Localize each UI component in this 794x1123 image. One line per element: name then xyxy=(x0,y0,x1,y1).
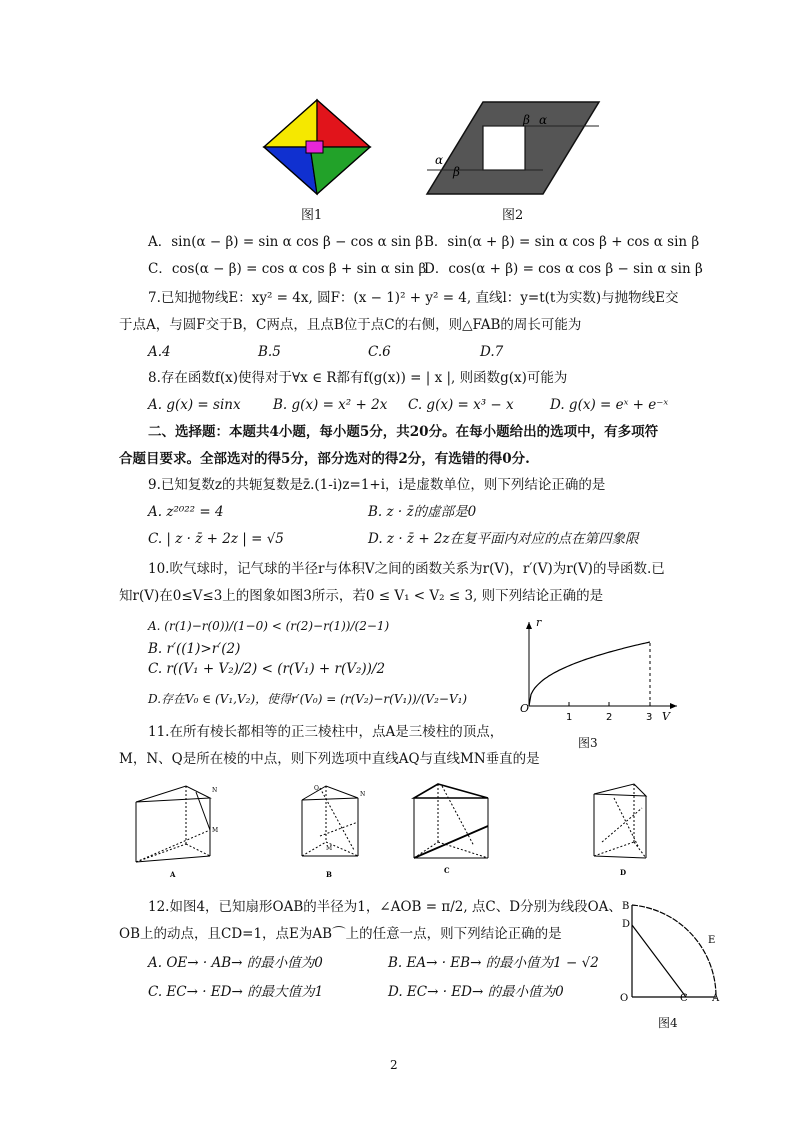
q10-stem-1: 10.吹气球时，记气球的半径r与体积V之间的函数关系为r(V)，r′(V)为r(V)的导函数.已 xyxy=(148,561,665,577)
q8-option-b: B. g(x) = x² + 2x xyxy=(273,397,388,413)
q11-prism-d xyxy=(586,776,662,880)
q12-option-d: D. EC→ · ED→ 的最小值为0 xyxy=(388,984,564,1000)
q12-option-b: B. EA→ · EB→ 的最小值为1 − √2 xyxy=(388,955,599,971)
q11b-label-q: Q xyxy=(314,785,319,792)
q10-option-a: A. (r(1)−r(0))/(1−0) < (r(2)−r(1))/(2−1) xyxy=(148,619,390,633)
q11-label-b: B xyxy=(326,870,332,879)
figure-2-caption: 图2 xyxy=(502,208,524,223)
q8-stem: 8.存在函数f(x)使得对于∀x ∈ R都有f(g(x)) = | x |, 则函数g(x)可能为 xyxy=(148,370,568,386)
q6-option-c: C．cos(α − β) = cos α cos β + sin α sin β xyxy=(148,261,427,277)
figure-1-square-diagram xyxy=(262,98,372,196)
figure-2-parallelogram-diagram xyxy=(425,100,601,196)
q6-option-b: B．sin(α + β) = sin α cos β + cos α sin β xyxy=(424,234,700,250)
q11-label-d: D xyxy=(620,868,627,877)
q11-stem-2: M，N、Q是所在棱的中点，则下列选项中直线AQ与直线MN垂直的是 xyxy=(119,751,540,767)
q11-label-a: A xyxy=(170,870,176,879)
fig3-y-label: r xyxy=(536,616,542,629)
q11-stem-1: 11.在所有棱长都相等的正三棱柱中，点A是三棱柱的顶点， xyxy=(148,724,504,740)
q12-option-c: C. EC→ · ED→ 的最大值为1 xyxy=(148,984,324,1000)
fig4-label-e: E xyxy=(708,935,716,946)
fig3-origin: O xyxy=(520,702,530,715)
figure-3-graph xyxy=(512,614,682,734)
figure-4-caption: 图4 xyxy=(658,1016,678,1030)
q9-option-d: D. z · z̄ + 2z在复平面内对应的点在第四象限 xyxy=(368,531,639,547)
q9-stem: 9.已知复数z的共轭复数是z̄.(1-i)z=1+i，i是虚数单位，则下列结论正确的是 xyxy=(148,477,606,493)
r-of-v-curve xyxy=(529,642,650,706)
q7-stem-1: 7.已知抛物线E：xy² = 4x, 圆F：(x − 1)² + y² = 4, 直线l：y=t(t为实数)与抛物线E交 xyxy=(148,290,679,306)
q7-option-c: C.6 xyxy=(368,344,391,360)
q11-prism-c xyxy=(408,776,498,880)
fig4-label-b: B xyxy=(622,901,630,912)
q6-option-a: A．sin(α − β) = sin α cos β − cos α sin β xyxy=(148,234,424,250)
fig3-x-label: V xyxy=(662,710,670,723)
q12-option-a: A. OE→ · AB→ 的最小值为0 xyxy=(148,955,323,971)
q7-option-d: D.7 xyxy=(480,344,504,360)
q8-option-d: D. g(x) = eˣ + e⁻ˣ xyxy=(550,397,669,413)
q11-prism-a xyxy=(130,780,218,880)
q7-option-b: B.5 xyxy=(258,344,281,360)
q8-option-a: A. g(x) = sinx xyxy=(148,397,241,413)
q6-option-d: D．cos(α + β) = cos α cos β − sin α sin β xyxy=(424,261,703,277)
q8-option-c: C. g(x) = x³ − x xyxy=(408,397,514,413)
fig3-tick-1: 1 xyxy=(566,712,573,723)
figure-1-caption: 图1 xyxy=(301,208,323,223)
q9-option-b: B. z · z̄的虚部是0 xyxy=(368,504,477,520)
fig3-tick-3: 3 xyxy=(646,712,653,723)
fig2-alpha-top: α xyxy=(539,113,548,127)
q11a-label-m: M xyxy=(212,827,218,834)
section-2-header-line-1: 二、选择题：本题共4小题，每小题5分，共20分。在每小题给出的选项中，有多项符 xyxy=(148,424,659,440)
page-number: 2 xyxy=(390,1058,398,1072)
q11-label-c: C xyxy=(444,866,450,875)
fig2-beta-top: β xyxy=(523,113,530,127)
fig2-beta-bottom: β xyxy=(453,165,460,179)
q11b-label-n: N xyxy=(360,791,366,798)
q10-option-b: B. r′((1)>r′(2) xyxy=(148,641,241,657)
fig3-tick-2: 2 xyxy=(606,712,613,723)
fig2-alpha-bottom: α xyxy=(435,153,444,167)
q11a-label-n: N xyxy=(212,787,218,794)
q11b-label-m: M xyxy=(326,845,333,852)
q10-option-d: D.存在V₀ ∈ (V₁,V₂)，使得r′(V₀) = (r(V₂)−r(V₁))/(V₂−V₁) xyxy=(148,692,468,706)
q10-stem-2: 知r(V)在0≤V≤3上的图象如图3所示，若0 ≤ V₁ < V₂ ≤ 3, 则下列结论正确的是 xyxy=(119,588,604,604)
q12-stem-1: 12.如图4，已知扇形OAB的半径为1，∠AOB = π/2, 点C、D分别为线段OA、 xyxy=(148,899,622,915)
q9-option-a: A. z²⁰²² = 4 xyxy=(148,504,224,520)
fig4-label-c: C xyxy=(680,993,688,1004)
q11-prism-b xyxy=(296,780,376,880)
section-2-header-line-2: 合题目要求。全部选对的得5分，部分选对的得2分，有选错的得0分. xyxy=(119,451,530,467)
q7-stem-2: 于点A，与圆F交于B，C两点，且点B位于点C的右侧，则△FAB的周长可能为 xyxy=(119,317,582,333)
fig4-label-a: A xyxy=(712,993,720,1004)
figure-3-caption: 图3 xyxy=(578,736,598,750)
fig4-label-o: O xyxy=(620,993,629,1004)
q7-option-a: A.4 xyxy=(148,344,171,360)
q12-stem-2: OB上的动点，且CD=1，点E为AB⌒上的任意一点，则下列结论正确的是 xyxy=(119,926,562,942)
fig4-label-d: D xyxy=(622,919,631,930)
q9-option-c: C. | z · z̄ + 2z | = √5 xyxy=(148,531,284,547)
figure-4-sector-diagram xyxy=(616,895,726,1007)
q10-option-c: C. r((V₁ + V₂)/2) < (r(V₁) + r(V₂))/2 xyxy=(148,661,386,677)
